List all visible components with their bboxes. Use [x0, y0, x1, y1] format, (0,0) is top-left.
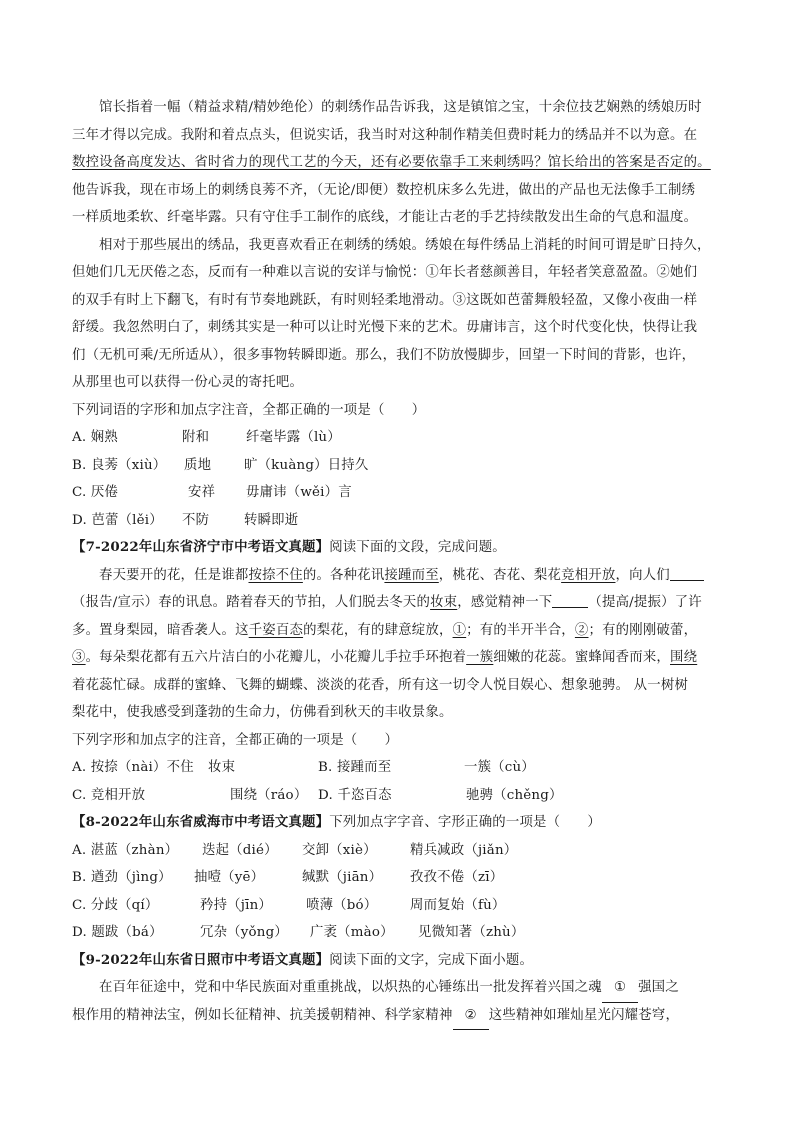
text-line: （报告/宣示）春的讯息。踏着春天的节拍，人们脱去冬天的妆束，感觉精神一下 （提高/提振）了许 [72, 589, 732, 617]
question-stem: 下列字形和加点字的注音，全都正确的一项是（ ） [72, 732, 399, 748]
option-b[interactable]: B. 良莠（xiù） 质地 旷（kuàng）日持久 [72, 457, 369, 473]
fill-blank[interactable]: ② [453, 1002, 489, 1031]
text-line: 们（无机可乘/无所适从），很多事物转瞬即逝。那么，我们不防放慢脚步，回望一下时间的背影，也许， [72, 347, 696, 363]
section-heading: 【8-2022年山东省威海市中考语文真题】下列加点字字音、字形正确的一项是（ ） [72, 814, 602, 830]
text-line: 根作用的精神法宝，例如长征精神、抗美援朝精神、科学家精神 ② 这些精神如璀灿星光闪耀苍穹， [72, 1002, 732, 1030]
text-line: 的双手有时上下翻飞，有时有节奏地跳跃，有时则轻柔地滑动。③这既如芭蕾舞般轻盈，又像小夜曲一样 [72, 292, 698, 308]
text-line: 三年才得以完成。我附和着点点头，但说实话，我当时对这种制作精美但费时耗力的绣品并不以为意。在 [72, 127, 698, 143]
text-line: 春天要开的花，任是谁都按捺不住的。各种花讯接踵而至，桃花、杏花、梨花竞相开放，向人们 [72, 562, 732, 590]
text-line: 舒缓。我忽然明白了，刺绣其实是一种可以让时光慢下来的艺术。毋庸讳言，这个时代变化快，快得让我 [72, 320, 698, 335]
text-line-underlined: 数控设备高度发达、省时省力的现代工艺的今天，还有必要依靠手工来刺绣吗？馆长给出的答案是否定的。 [72, 155, 711, 170]
option-a[interactable]: A. 湛蓝（zhàn） 迭起（dié） 交卸（xiè） 精兵减政（jiǎn） [72, 842, 518, 858]
section-heading: 【7-2022年山东省济宁市中考语文真题】阅读下面的文段，完成问题。 [72, 539, 506, 555]
option-d[interactable]: D. 芭蕾（lěi） 不防 转瞬即逝 [72, 512, 299, 528]
text-line: 梨花中，使我感受到蓬勃的生命力，仿佛看到秋天的丰收景象。 [72, 705, 453, 720]
text-line: 着花蕊忙碌。成群的蜜蜂、飞舞的蝴蝶、淡淡的花香，所有这一切令人悦目娱心、想象驰骋。 从一树树 [72, 677, 689, 693]
text-line: 馆长指着一幅（精益求精/精妙绝伦）的刺绣作品告诉我，这是镇馆之宝，十余位技艺娴熟的绣娘历时 [99, 100, 702, 115]
option-b[interactable]: B. 遒劲（jìng） 抽噎（yē） 缄默（jiān） 孜孜不倦（zī） [72, 870, 504, 885]
text-line: 相对于那些展出的绣品，我更喜欢看正在刺绣的绣娘。绣娘在每件绣品上消耗的时间可谓是旷日持久， [99, 237, 711, 253]
text-line: 一样质地柔软、纤毫毕露。只有守住手工制作的底线，才能让古老的手艺持续散发出生命的气息和温度。 [72, 210, 698, 225]
option-a[interactable]: A. 娴熟 附和 纤毫毕露（lù） [72, 430, 341, 445]
option-c[interactable]: C. 厌倦 安祥 毋庸讳（wěi）言 [72, 485, 352, 500]
option-d[interactable]: D. 题跋（bá） 冗杂（yǒng） 广袤（mào） 见微知著（zhù） [72, 925, 525, 940]
section-heading: 【9-2022年山东省日照市中考语文真题】阅读下面的文字，完成下面小题。 [72, 951, 534, 968]
text-line: 在百年征途中，党和中华民族面对重重挑战，以炽热的心锤练出一批发挥着兴国之魂 ① 强国之 [72, 974, 732, 1002]
option-c[interactable]: C. 分歧（qí） 矜持（jīn） 喷薄（bó） 周而复始（fù） [72, 897, 506, 913]
fill-blank[interactable] [552, 591, 588, 608]
option-cd[interactable]: C. 竞相开放 围绕（ráo） D. 千恣百态 驰骋（chěng） [72, 787, 563, 803]
fill-blank[interactable] [670, 564, 704, 581]
fill-blank[interactable]: ① [602, 974, 638, 1003]
text-line: ③。每朵梨花都有五六片洁白的小花瓣儿，小花瓣儿手拉手环抱着一簇细嫩的花蕊。蜜蜂闻香而来，围绕 [72, 650, 698, 665]
text-line: 他告诉我，现在市场上的刺绣良莠不齐，（无论/即便）数控机床多么先进，做出的产品也无法像手工制绣 [72, 182, 696, 198]
question-stem: 下列词语的字形和加点字注音，全都正确的一项是（ ） [72, 402, 426, 418]
option-ab[interactable]: A. 按捺（nài）不住 妆束 B. 接踵而至 一簇（cù） [72, 760, 535, 775]
text-line: 但她们几无厌倦之态，反而有一种难以言说的安详与愉悦：①年长者慈颜善目，年轻者笑意盈盈。②她们 [72, 265, 698, 280]
text-line: 多。置身梨园，暗香袭人。这千姿百态的梨花，有的肆意绽放，①；有的半开半合，②；有的刚刚破蕾， [72, 622, 698, 638]
document-content [72, 94, 732, 1029]
text-line: 从那里也可以获得一份心灵的寄托吧。 [72, 375, 304, 390]
